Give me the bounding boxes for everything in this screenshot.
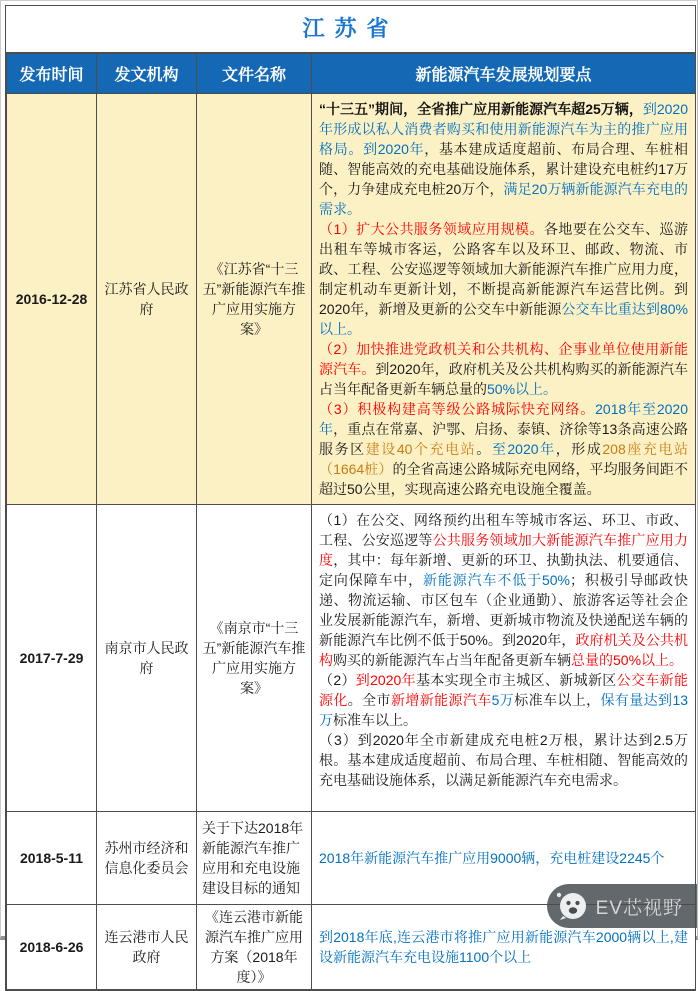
date-cell: 2016-12-28: [7, 94, 97, 505]
doc-cell: 《南京市“十三五”新能源汽车推广应用实施方案》: [197, 505, 312, 812]
doc-cell: 《江苏省“十三五”新能源汽车推广应用实施方案》: [197, 94, 312, 505]
header-cell-agency: 发文机构: [97, 54, 197, 94]
header-row: [7, 54, 696, 94]
agency-cell: 江苏省人民政府: [97, 94, 197, 505]
table-row: [7, 94, 696, 505]
content-cell: [312, 505, 696, 812]
content-paragraphs: 2018年新能源汽车推广应用9000辆，充电桩建设2245个: [319, 850, 665, 866]
agency-cell: 苏州市经济和信息化委员会: [97, 812, 197, 905]
date-cell: 2017-7-29: [7, 505, 97, 812]
header-cell-publish-date: 发布时间: [7, 54, 97, 94]
policy-table: [6, 53, 696, 990]
doc-cell: 《连云港市新能源汽车推广应用方案（2018年度）》: [197, 905, 312, 990]
header-cell-document-name: 文件名称: [197, 54, 312, 94]
watermark-label: EV芯视野: [595, 897, 683, 919]
content-paragraphs: （1）在公交、网络预约出租车等城市客运、环卫、市政、工程、公安巡逻等公共服务领域加大新能源汽车推广应用力度，其中：每年新增、更新的环卫、执勤执法、机要通信、定向保障车中，新能源汽车不低于50%；积极引导邮政快递、物流运输、市区包车（企业通勤）、旅游客运等社会企业发展新能源汽车，新增、更新城市物流及快递配送车辆的新能源汽车比例不低于50%。到2020年，政府机关及公共机构购买的新能源汽车占当年配备更新车辆总量的50%以上。 （2）到2020年基本实现全市主城区、新城新区公交车新能源化。全市新增新能源汽车5万标准车以上，保有量达到13万标准车以上。 （3）到2020年全市新建成充电桩2万根，累计达到2.5万根。基本建成适度超前、布局合理、车桩相随、智能高效的充电基础设施体系，以满足新能源汽车充电需求。: [319, 512, 689, 788]
table-row: [7, 505, 696, 812]
date-cell: 2018-6-26: [7, 905, 97, 990]
content-paragraphs: 到2018年底,连云港市将推广应用新能源汽车2000辆以上,建设新能源汽车充电设施1100个以上: [319, 929, 688, 965]
agency-cell: 连云港市人民政府: [97, 905, 197, 990]
doc-cell: 关于下达2018年新能源汽车推广应用和充电设施建设目标的通知: [197, 812, 312, 905]
date-cell: 2018-5-11: [7, 812, 97, 905]
header-cell-key-points: 新能源汽车发展规划要点: [312, 54, 696, 94]
panda-chat-icon: [554, 889, 588, 923]
policy-sheet: [5, 5, 696, 991]
page-title: 江苏省: [302, 16, 399, 41]
content-cell: [312, 94, 696, 505]
content-paragraphs: “十三五”期间，全省推广应用新能源汽车超25万辆，到2020年形成以私人消费者购买和使用新能源汽车为主的推广应用格局。到2020年，基本建成适度超前、布局合理、车桩相随、智能高效的充电基础设施体系，累计建设充电桩约17万个，力争建成充电桩20万个，满足20万辆新能源汽车充电的需求。 （1）扩大公共服务领域应用规模。各地要在公交车、巡游出租车等城市客运，公路客车以及环卫、邮政、物流、市政、工程、公安巡逻等领域加大新能源汽车推广应用力度，制定机动车更新计划，不断提高新能源汽车运营比例。到2020年，新增及更新的公交车中新能源公交车比重达到80%以上。 （2）加快推进党政机关和公共机构、企事业单位使用新能源汽车。到2020年，政府机关及公共机构购买的新能源汽车占当年配备更新车辆总量的50%以上。 （3）积极构建高等级公路城际快充网络。2018年至2020年，重点在常嘉、沪鄂、启扬、泰镇、济徐等13条高速公路服务区建设40个充电站。至2020年，形成208座充电站（1664桩）的全省高速公路城际充电网络，平均服务间距不超过50公里，实现高速公路充电设施全覆盖。: [319, 101, 689, 497]
agency-cell: 南京市人民政府: [97, 505, 197, 812]
watermark: [547, 884, 697, 928]
title-band: [6, 6, 695, 53]
